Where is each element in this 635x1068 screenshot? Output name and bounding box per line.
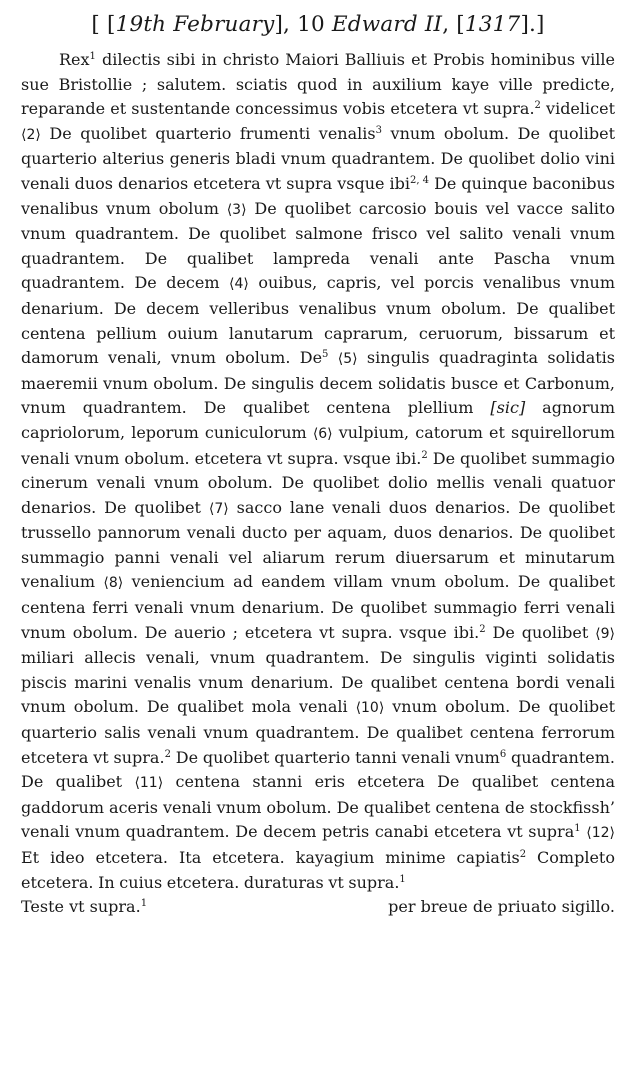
text-segment: sacco lane venali duos denarios. De quolibet trussello pannorum venali ducto per aquam, duos denarios. De quolibet summagio panni venali vel aliarum rerum diuersarum et minutarum venalium — [21, 497, 615, 592]
section-marker: ⟨2⟩ — [21, 126, 41, 143]
footnote-marker: 2 — [164, 748, 171, 760]
section-marker: ⟨9⟩ — [595, 625, 615, 642]
warrant-note: per breue de priuato sigillo. — [388, 897, 615, 917]
teste-clause — [21, 895, 147, 920]
footnote-marker: 6 — [499, 748, 507, 760]
heading-separator: , [ — [442, 12, 465, 37]
heading-year: 1317 — [464, 12, 521, 37]
section-marker: ⟨11⟩ — [134, 775, 164, 792]
section-marker: ⟨4⟩ — [229, 276, 249, 293]
text-segment: agnorum capriolorum, leporum cuniculorum — [21, 398, 616, 442]
footnote-marker: 2 — [534, 100, 541, 112]
footnote-marker: 1 — [399, 873, 406, 885]
heading-bracket-open: [ [ — [91, 12, 116, 37]
text-segment: veniencium ad eandem villam vnum obolum. De qualibet centena ferri venali vnum denarium. De quolibet summagio ferri venali vnum obolum. De auerio ; etcetera vt supra. vsque ibi. — [21, 572, 615, 642]
text-segment: Rex — [59, 50, 90, 69]
document-body — [21, 48, 615, 895]
closing-line — [21, 895, 615, 920]
section-marker: ⟨8⟩ — [103, 575, 124, 592]
footnote-marker: 5 — [322, 349, 329, 361]
text-segment: De quolibet quarterio frumenti venalis — [40, 123, 376, 143]
text-segment: vnum obolum. De quolibet quarterio salis venali vnum quadrantem. De qualibet centena ferrorum etcetera vt supra. — [21, 697, 616, 767]
text-segment: De quinque baconibus venalibus vnum obolum — [21, 173, 616, 218]
text-segment: vnum obolum. De quolibet quarterio alterius generis bladi vnum quadrantem. De quolibet dolio vini venali duos denarios etcetera vt supra vsque ibi — [21, 123, 616, 193]
footnote-marker: 1 — [89, 51, 96, 62]
section-marker: ⟨12⟩ — [586, 825, 615, 842]
section-marker: ⟨5⟩ — [337, 351, 358, 368]
text-segment: singulis quadraginta solidatis maeremii vnum obolum. De singulis decem solidatis busce et Carbonum, vnum quadrantem. De qualibet centena plellium — [21, 348, 615, 418]
text-segment: quadrantem. De qualibet — [21, 747, 616, 792]
text-segment: Et ideo etcetera. Ita etcetera. kayagium minime capiatis — [21, 848, 520, 867]
footnote-marker: 1 — [140, 898, 148, 910]
heading-date: 19th February — [115, 12, 275, 37]
section-marker: ⟨7⟩ — [208, 500, 229, 517]
text-segment — [328, 348, 337, 367]
text-segment: Teste vt supra. — [21, 897, 141, 917]
footnote-marker: 2, 4 — [410, 174, 430, 186]
section-marker: ⟨3⟩ — [226, 201, 247, 218]
document-heading — [21, 12, 615, 38]
text-segment: De quolibet quarterio tanni venali vnum — [170, 747, 500, 767]
text-segment: Completo etcetera. In cuius etcetera. duraturas vt supra. — [21, 848, 615, 892]
text-segment: De quolibet — [485, 622, 596, 642]
text-segment: De quolibet carcosio bouis vel vacce salito vnum quadrantem. De quolibet salmone frisco vel salito venali vnum quadrantem. De qualibet lampreda venali ante Pascha vnum quadrantem. De decem — [21, 198, 615, 293]
text-segment: De quolibet summagio cinerum venali vnum obolum. De quolibet dolio mellis venali quatuor denarios. De quolibet — [21, 448, 616, 517]
section-marker: ⟨10⟩ — [355, 700, 385, 717]
footnote-marker: 2 — [479, 623, 486, 635]
footnote-marker: 3 — [375, 124, 382, 136]
text-segment: ouibus, capris, vel porcis venalibus vnum denarium. De decem velleribus venalibus vnum obolum. De qualibet centena pellium ouium lanutarum caprarum, ceruorum, bissarum et damorum venali, vnum obolum. De — [21, 273, 616, 368]
heading-regnal-number: ], 10 — [274, 12, 332, 37]
sic-note: [sic] — [490, 398, 526, 418]
text-segment: centena stanni eris etcetera De qualibet centena gaddorum aceris venali vnum obolum. De qualibet centena de stockfissh’ venali vnum quadrantem. De decem petris canabi etcetera vt supra — [21, 772, 616, 842]
heading-bracket-close: ].] — [520, 12, 545, 37]
heading-king: Edward II — [331, 12, 443, 37]
text-segment: vulpium, catorum et squirellorum venali vnum obolum. etcetera vt supra. vsque ibi. — [21, 422, 615, 468]
text-segment: videlicet — [540, 99, 615, 119]
footnote-marker: 1 — [574, 823, 581, 835]
text-segment: miliari allecis venali, vnum quadrantem. De singulis viginti solidatis piscis marini venalis vnum denarium. De qualibet centena bordi venali vnum obolum. De qualibet mola venali — [21, 648, 615, 717]
text-segment: dilectis sibi in christo Maiori Balliuis et Probis hominibus ville sue Bristollie ; salutem. sciatis quod in auxilium kaye ville predicte, reparande et sustentande concessimus vobis etcetera vt supra. — [21, 50, 615, 119]
footnote-marker: 2 — [519, 849, 527, 860]
footnote-marker: 2 — [421, 449, 428, 461]
section-marker: ⟨6⟩ — [312, 425, 333, 442]
